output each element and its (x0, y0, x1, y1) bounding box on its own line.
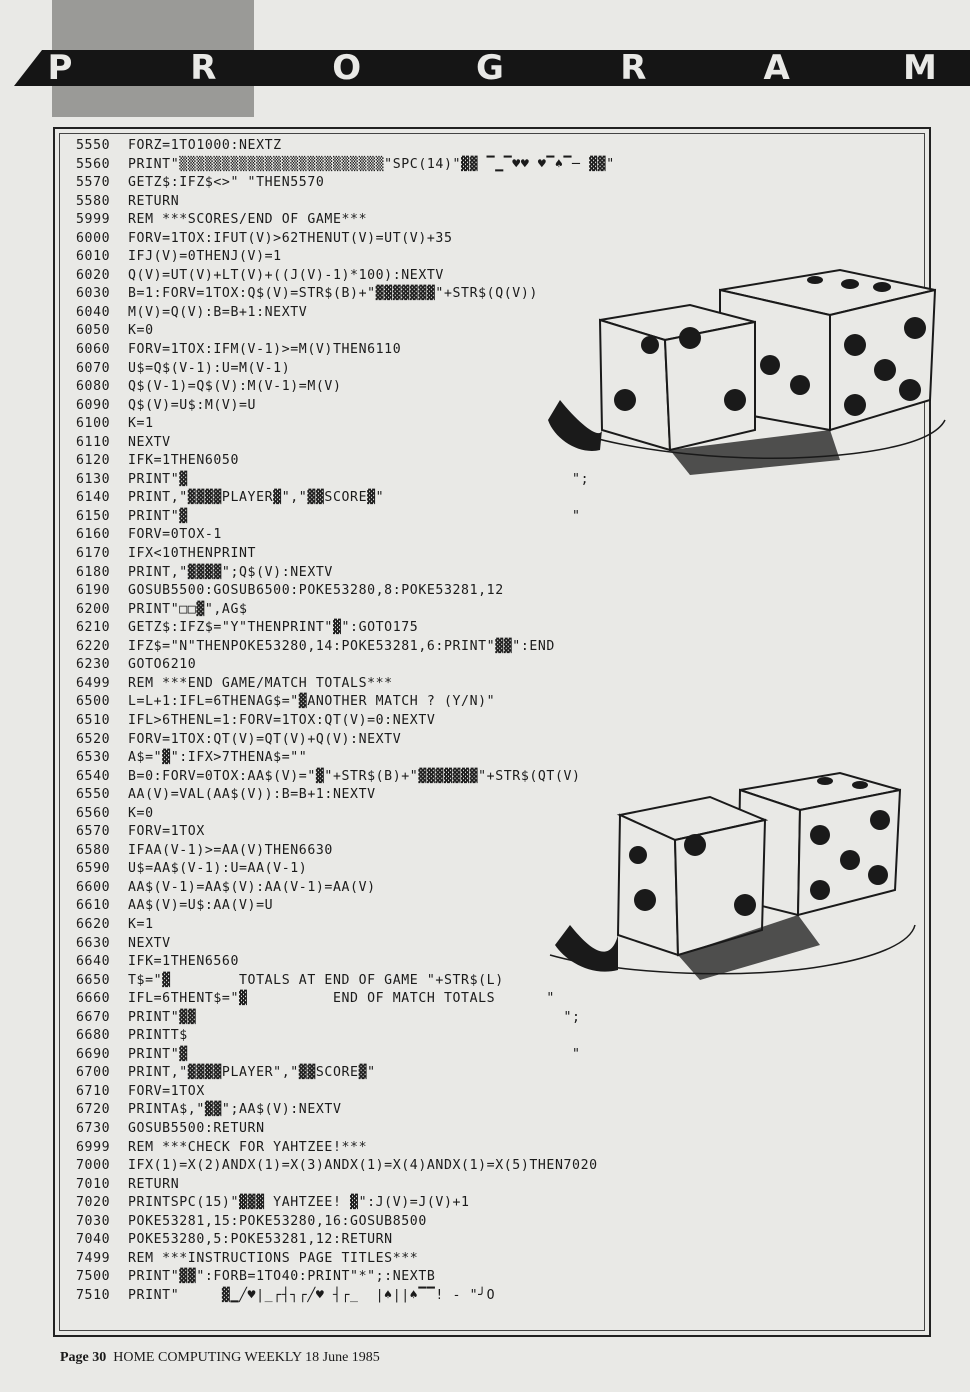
line-code: K=1 (128, 916, 154, 932)
line-code: K=1 (128, 416, 154, 432)
line-code: FORV=1TOX:QT(V)=QT(V)+Q(V):NEXTV (128, 731, 402, 747)
code-line (76, 1268, 726, 1287)
line-code: RETURN (128, 1176, 180, 1192)
line-number: 7499 (76, 1250, 111, 1266)
code-line (76, 656, 726, 675)
line-number: 6570 (76, 824, 111, 840)
line-number: 6090 (76, 397, 111, 413)
banner-letter: M (903, 48, 937, 88)
page-footer (60, 1350, 380, 1366)
line-number: 6660 (76, 991, 111, 1007)
line-number: 6550 (76, 787, 111, 803)
line-code: FORV=0TOX-1 (128, 527, 222, 543)
line-number: 6590 (76, 861, 111, 877)
code-line (76, 1009, 726, 1028)
line-number: 7510 (76, 1287, 111, 1303)
code-line (76, 1194, 726, 1213)
program-banner-title (40, 46, 970, 90)
line-number: 7010 (76, 1176, 111, 1192)
code-line (76, 675, 726, 694)
line-code: PRINT,"▓▓▓▓PLAYER▓","▓▓SCORE▓" (128, 490, 385, 506)
line-code: REM ***INSTRUCTIONS PAGE TITLES*** (128, 1250, 419, 1266)
line-number: 6020 (76, 267, 111, 283)
line-number: 6030 (76, 286, 111, 302)
line-code: GETZ$:IFZ$="Y"THENPRINT"▓":GOTO175 (128, 620, 419, 636)
code-line (76, 712, 726, 731)
code-line (76, 526, 726, 545)
line-number: 6600 (76, 879, 111, 895)
line-code: B=0:FORV=0TOX:AA$(V)="▓"+STR$(B)+"▓▓▓▓▓▓▓"+STR$(QT(V) (128, 768, 581, 784)
line-number: 6580 (76, 842, 111, 858)
code-line (76, 619, 726, 638)
line-code: REM ***CHECK FOR YAHTZEE!*** (128, 1139, 368, 1155)
line-code: GOSUB5500:GOSUB6500:POKE53280,8:POKE53281,12 (128, 583, 504, 599)
line-code: B=1:FORV=1TOX:Q$(V)=STR$(B)+"▓▓▓▓▓▓▓"+STR$(Q(V)) (128, 286, 538, 302)
line-code: POKE53281,15:POKE53280,16:GOSUB8500 (128, 1213, 427, 1229)
banner-letter: O (332, 48, 362, 88)
code-line (76, 230, 726, 249)
line-code: L=L+1:IFL=6THENAG$="▓ANOTHER MATCH ? (Y/N)" (128, 694, 496, 710)
code-line (76, 638, 726, 657)
line-code: IFJ(V)=0THENJ(V)=1 (128, 249, 282, 265)
line-number: 6530 (76, 750, 111, 766)
code-line (76, 1064, 726, 1083)
line-number: 6060 (76, 342, 111, 358)
line-code: PRINT"▓ "; (128, 471, 590, 487)
line-number: 6050 (76, 323, 111, 339)
line-code: GOSUB5500:RETURN (128, 1120, 265, 1136)
line-code: AA$(V)=U$:AA(V)=U (128, 898, 274, 914)
line-number: 6720 (76, 1102, 111, 1118)
line-code: U$=Q$(V-1):U=M(V-1) (128, 360, 291, 376)
line-number: 7500 (76, 1269, 111, 1285)
line-number: 6670 (76, 1009, 111, 1025)
line-number: 7030 (76, 1213, 111, 1229)
code-line (76, 137, 726, 156)
code-line (76, 156, 726, 175)
line-code: PRINT"▓ " (128, 508, 581, 524)
code-line (76, 601, 726, 620)
code-line (76, 1213, 726, 1232)
line-code: IFAA(V-1)>=AA(V)THEN6630 (128, 842, 333, 858)
line-number: 6200 (76, 601, 111, 617)
line-number: 6170 (76, 546, 111, 562)
line-code: IFZ$="N"THENPOKE53280,14:POKE53281,6:PRINT"▓▓":END (128, 638, 555, 654)
line-number: 6500 (76, 694, 111, 710)
line-code: Q$(V)=U$:M(V)=U (128, 397, 257, 413)
line-code: U$=AA$(V-1):U=AA(V-1) (128, 861, 308, 877)
line-code: IFX<10THENPRINT (128, 546, 257, 562)
code-line (76, 564, 726, 583)
code-line (76, 1027, 726, 1046)
code-line (76, 193, 726, 212)
banner-letter: G (476, 48, 504, 88)
line-code: IFK=1THEN6050 (128, 453, 240, 469)
line-code: FORV=1TOX (128, 1083, 205, 1099)
line-code: AA(V)=VAL(AA$(V)):B=B+1:NEXTV (128, 787, 376, 803)
code-line (76, 1120, 726, 1139)
code-line (76, 174, 726, 193)
line-number: 6130 (76, 471, 111, 487)
line-code: PRINT" ▓▁╱♥|_┌┤┐┌╱♥ ┤┌_ |♠||♠▔▔! - "╯O (128, 1287, 496, 1303)
line-code: PRINTA$,"▓▓";AA$(V):NEXTV (128, 1102, 342, 1118)
line-number: 6120 (76, 453, 111, 469)
line-number: 7040 (76, 1232, 111, 1248)
line-number: 6560 (76, 805, 111, 821)
line-code: FORV=1TOX:IFUT(V)>62THENUT(V)=UT(V)+35 (128, 230, 453, 246)
line-code: PRINT"▒▒▒▒▒▒▒▒▒▒▒▒▒▒▒▒▒▒▒▒▒▒▒▒"SPC(14)"▓▓ ▔▁▔♥♥ ♥▔♠▔─ ▓▓" (128, 156, 615, 172)
banner-letter: A (763, 48, 790, 88)
line-code: FORV=1TOX:IFM(V-1)>=M(V)THEN6110 (128, 342, 402, 358)
line-number: 5580 (76, 193, 111, 209)
line-code: Q$(V-1)=Q$(V):M(V-1)=M(V) (128, 379, 342, 395)
line-code: PRINT"▓▓":FORB=1TO40:PRINT"*";:NEXTB (128, 1269, 436, 1285)
line-number: 5570 (76, 175, 111, 191)
publication-line: HOME COMPUTING WEEKLY 18 June 1985 (113, 1350, 380, 1365)
line-number: 6110 (76, 434, 111, 450)
line-number: 5999 (76, 212, 111, 228)
line-code: IFK=1THEN6560 (128, 954, 240, 970)
line-code: NEXTV (128, 434, 171, 450)
code-line (76, 211, 726, 230)
line-code: IFL>6THENL=1:FORV=1TOX:QT(V)=0:NEXTV (128, 712, 436, 728)
code-line (76, 693, 726, 712)
line-code: GETZ$:IFZ$<>" "THEN5570 (128, 175, 325, 191)
line-number: 6150 (76, 508, 111, 524)
line-number: 6140 (76, 490, 111, 506)
line-number: 6070 (76, 360, 111, 376)
code-line (76, 1046, 726, 1065)
line-code: M(V)=Q(V):B=B+1:NEXTV (128, 304, 308, 320)
line-code: PRINTSPC(15)"▓▓▓ YAHTZEE! ▓":J(V)=J(V)+1 (128, 1195, 470, 1211)
line-code: PRINTT$ (128, 1028, 188, 1044)
line-number: 7020 (76, 1195, 111, 1211)
line-code: RETURN (128, 193, 180, 209)
line-number: 6610 (76, 898, 111, 914)
banner-letter: R (190, 48, 217, 88)
line-code: IFL=6THENT$="▓ END OF MATCH TOTALS " (128, 991, 555, 1007)
banner-letter: P (47, 48, 73, 88)
line-code: Q(V)=UT(V)+LT(V)+((J(V)-1)*100):NEXTV (128, 267, 444, 283)
line-number: 6510 (76, 712, 111, 728)
code-line (76, 1101, 726, 1120)
code-line (76, 1083, 726, 1102)
line-number: 6499 (76, 675, 111, 691)
line-number: 6999 (76, 1139, 111, 1155)
dice-illustration-top (540, 250, 950, 480)
line-number: 6010 (76, 249, 111, 265)
banner-letter: R (620, 48, 647, 88)
code-line (76, 731, 726, 750)
line-code: PRINT,"▓▓▓▓";Q$(V):NEXTV (128, 564, 333, 580)
code-line (76, 1287, 726, 1306)
line-number: 6730 (76, 1120, 111, 1136)
line-number: 6180 (76, 564, 111, 580)
line-number: 5560 (76, 156, 111, 172)
line-number: 6220 (76, 638, 111, 654)
line-number: 6210 (76, 620, 111, 636)
line-number: 6190 (76, 583, 111, 599)
line-number: 6540 (76, 768, 111, 784)
line-code: REM ***END GAME/MATCH TOTALS*** (128, 675, 393, 691)
line-number: 6040 (76, 304, 111, 320)
line-number: 6000 (76, 230, 111, 246)
line-number: 6650 (76, 972, 111, 988)
line-code: NEXTV (128, 935, 171, 951)
page-number: Page 30 (60, 1350, 107, 1365)
line-number: 6160 (76, 527, 111, 543)
line-code: PRINT"▓ " (128, 1046, 581, 1062)
line-code: REM ***SCORES/END OF GAME*** (128, 212, 368, 228)
line-number: 7000 (76, 1158, 111, 1174)
line-code: FORV=1TOX (128, 824, 205, 840)
line-number: 6640 (76, 954, 111, 970)
code-line (76, 508, 726, 527)
dice-illustration-bottom (530, 765, 920, 995)
code-line (76, 1250, 726, 1269)
line-number: 6230 (76, 657, 111, 673)
line-code: K=0 (128, 805, 154, 821)
line-code: PRINT"□□▓",AG$ (128, 601, 248, 617)
line-number: 6100 (76, 416, 111, 432)
code-line (76, 1139, 726, 1158)
line-code: AA$(V-1)=AA$(V):AA(V-1)=AA(V) (128, 879, 376, 895)
line-number: 6080 (76, 379, 111, 395)
line-number: 6620 (76, 916, 111, 932)
code-line (76, 1231, 726, 1250)
line-number: 6520 (76, 731, 111, 747)
code-line (76, 1157, 726, 1176)
line-code: PRINT"▓▓ "; (128, 1009, 581, 1025)
line-number: 6630 (76, 935, 111, 951)
line-code: POKE53280,5:POKE53281,12:RETURN (128, 1232, 393, 1248)
line-number: 5550 (76, 138, 111, 153)
line-number: 6710 (76, 1083, 111, 1099)
code-line (76, 545, 726, 564)
line-code: T$="▓ TOTALS AT END OF GAME "+STR$(L) (128, 972, 504, 988)
line-code: PRINT,"▓▓▓▓PLAYER","▓▓SCORE▓" (128, 1065, 376, 1081)
code-line (76, 582, 726, 601)
line-code: A$="▓":IFX>7THENA$="" (128, 750, 308, 766)
line-code: GOTO6210 (128, 657, 197, 673)
code-line (76, 489, 726, 508)
line-number: 6690 (76, 1046, 111, 1062)
code-line (76, 1176, 726, 1195)
line-code: K=0 (128, 323, 154, 339)
line-number: 6700 (76, 1065, 111, 1081)
line-code: FORZ=1TO1000:NEXTZ (128, 138, 282, 153)
line-number: 6680 (76, 1028, 111, 1044)
line-code: IFX(1)=X(2)ANDX(1)=X(3)ANDX(1)=X(4)ANDX(1)=X(5)THEN7020 (128, 1158, 598, 1174)
